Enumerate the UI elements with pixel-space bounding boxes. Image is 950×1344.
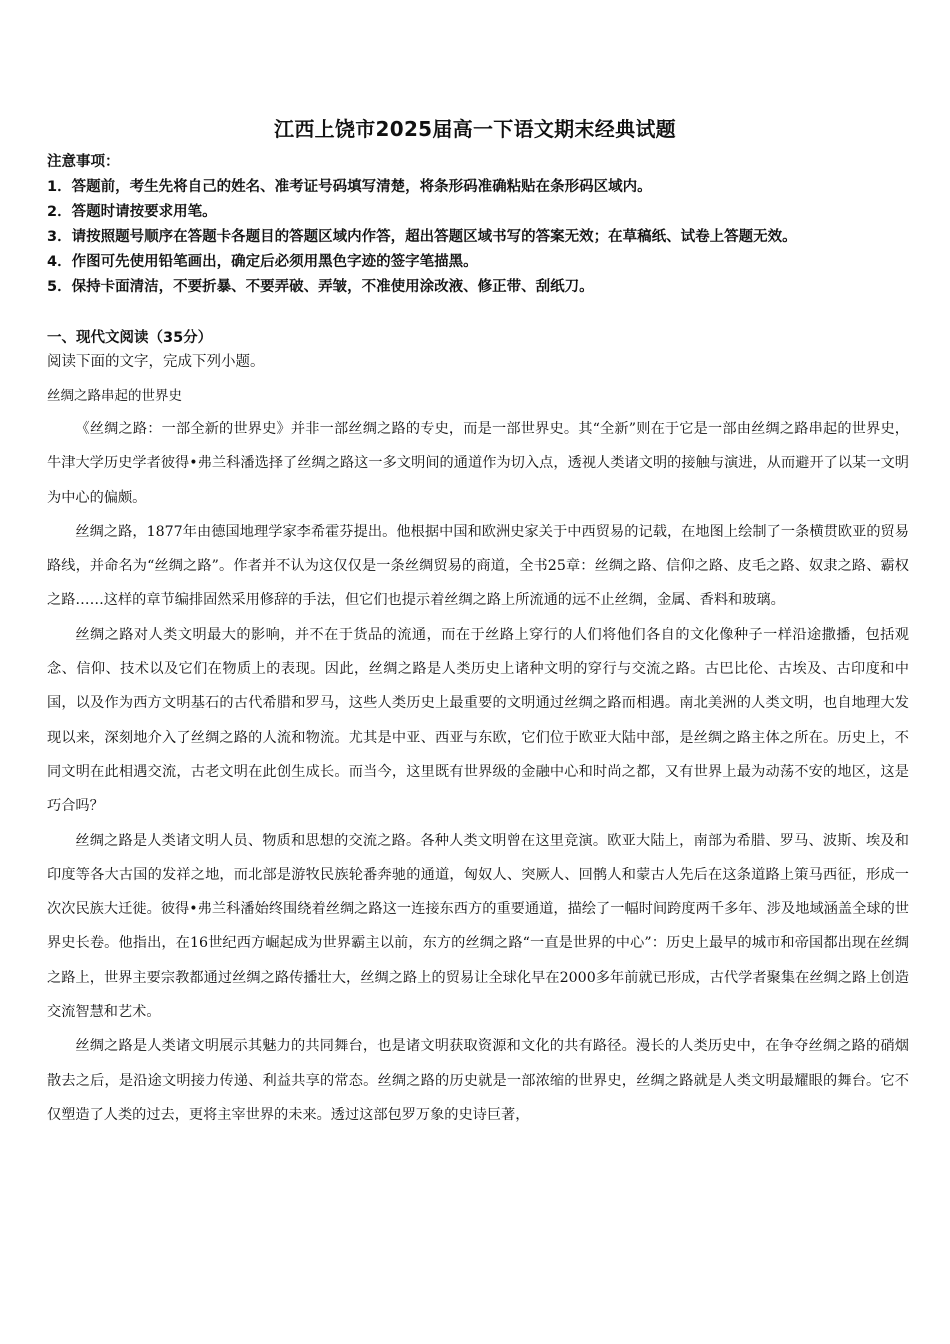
notice-heading: 注意事项：: [47, 154, 120, 170]
notice-block: [47, 150, 917, 300]
reading-instruction: 阅读下面的文字，完成下列小题。: [47, 354, 265, 370]
article-paragraph: 丝绸之路是人类诸文明展示其魅力的共同舞台，也是诸文明获取资源和文化的共有路径。漫长的人类历史中，在争夺丝绸之路的硝烟散去之后，是沿途文明接力传递、利益共享的常态。丝绸之路的历史就是一部浓缩的世界史，丝绸之路就是人类文明最耀眼的舞台。它不仅塑造了人类的过去，更将主宰世界的未来。透过这部包罗万象的史诗巨著，: [47, 1038, 909, 1123]
notice-item: 4．作图可先使用铅笔画出，确定后必须用黑色字迹的签字笔描黑。: [47, 254, 478, 270]
article-paragraph: 《丝绸之路：一部全新的世界史》并非一部丝绸之路的专史，而是一部世界史。其“全新”则在于它是一部由丝绸之路串起的世界史，牛津大学历史学者彼得•弗兰科潘选择了丝绸之路这一多文明间的通道作为切入点，透视人类诸文明的接触与演进，从而避开了以某一文明为中心的偏颇。: [47, 421, 909, 506]
notice-item: 1．答题前，考生先将自己的姓名、准考证号码填写清楚，将条形码准确粘贴在条形码区域内。: [47, 179, 652, 195]
article-title: 丝绸之路串起的世界史: [47, 388, 182, 404]
article-paragraph: 丝绸之路对人类文明最大的影响，并不在于货品的流通，而在于丝路上穿行的人们将他们各自的文化像种子一样沿途撒播，包括观念、信仰、技术以及它们在物质上的表现。因此，丝绸之路是人类历史上诸种文明的穿行与交流之路。古巴比伦、古埃及、古印度和中国，以及作为西方文明基石的古代希腊和罗马，这些人类历史上最重要的文明通过丝绸之路而相遇。南北美洲的人类文明，也自地理大发现以来，深刻地介入了丝绸之路的人流和物流。尤其是中亚、西亚与东欧，它们位于欧亚大陆中部，是丝绸之路主体之所在。历史上，不同文明在此相遇交流，古老文明在此创生成长。而当今，这里既有世界级的金融中心和时尚之都，又有世界上最为动荡不安的地区，这是巧合吗？: [47, 626, 909, 815]
page-title: 江西上饶市2025届高一下语文期末经典试题: [274, 117, 676, 141]
article-paragraph: 丝绸之路，1877年由德国地理学家李希霍芬提出。他根据中国和欧洲史家关于中西贸易的记载，在地图上绘制了一条横贯欧亚的贸易路线，并命名为“丝绸之路”。作者并不认为这仅仅是一条丝绸贸易的商道，全书25章：丝绸之路、信仰之路、皮毛之路、奴隶之路、霸权之路……这样的章节编排固然采用修辞的手法，但它们也提示着丝绸之路上所流通的远不止丝绸，金属、香料和玻璃。: [47, 523, 909, 609]
notice-item: 2．答题时请按要求用笔。: [47, 204, 217, 220]
article-body: [47, 412, 909, 1132]
article-paragraph: 丝绸之路是人类诸文明人员、物质和思想的交流之路。各种人类文明曾在这里竞演。欧亚大陆上，南部为希腊、罗马、波斯、埃及和印度等各大古国的发祥之地，而北部是游牧民族轮番奔驰的通道，匈奴人、突厥人、回鹘人和蒙古人先后在这条道路上策马西征，形成一次次民族大迁徙。彼得•弗兰科潘始终围绕着丝绸之路这一连接东西方的重要通道，描绘了一幅时间跨度两千多年、涉及地域涵盖全球的世界史长卷。他指出，在16世纪西方崛起成为世界霸主以前，东方的丝绸之路“一直是世界的中心”：历史上最早的城市和帝国都出现在丝绸之路上，世界主要宗教都通过丝绸之路传播壮大，丝绸之路上的贸易让全球化早在2000多年前就已形成，古代学者聚集在丝绸之路上创造交流智慧和艺术。: [47, 832, 909, 1021]
notice-item: 3．请按照题号顺序在答题卡各题目的答题区域内作答，超出答题区域书写的答案无效；在草稿纸、试卷上答题无效。: [47, 229, 797, 245]
notice-item: 5．保持卡面清洁，不要折暴、不要弄破、弄皱，不准使用涂改液、修正带、刮纸刀。: [47, 279, 594, 295]
section-heading: 一、现代文阅读（35分）: [47, 330, 213, 346]
